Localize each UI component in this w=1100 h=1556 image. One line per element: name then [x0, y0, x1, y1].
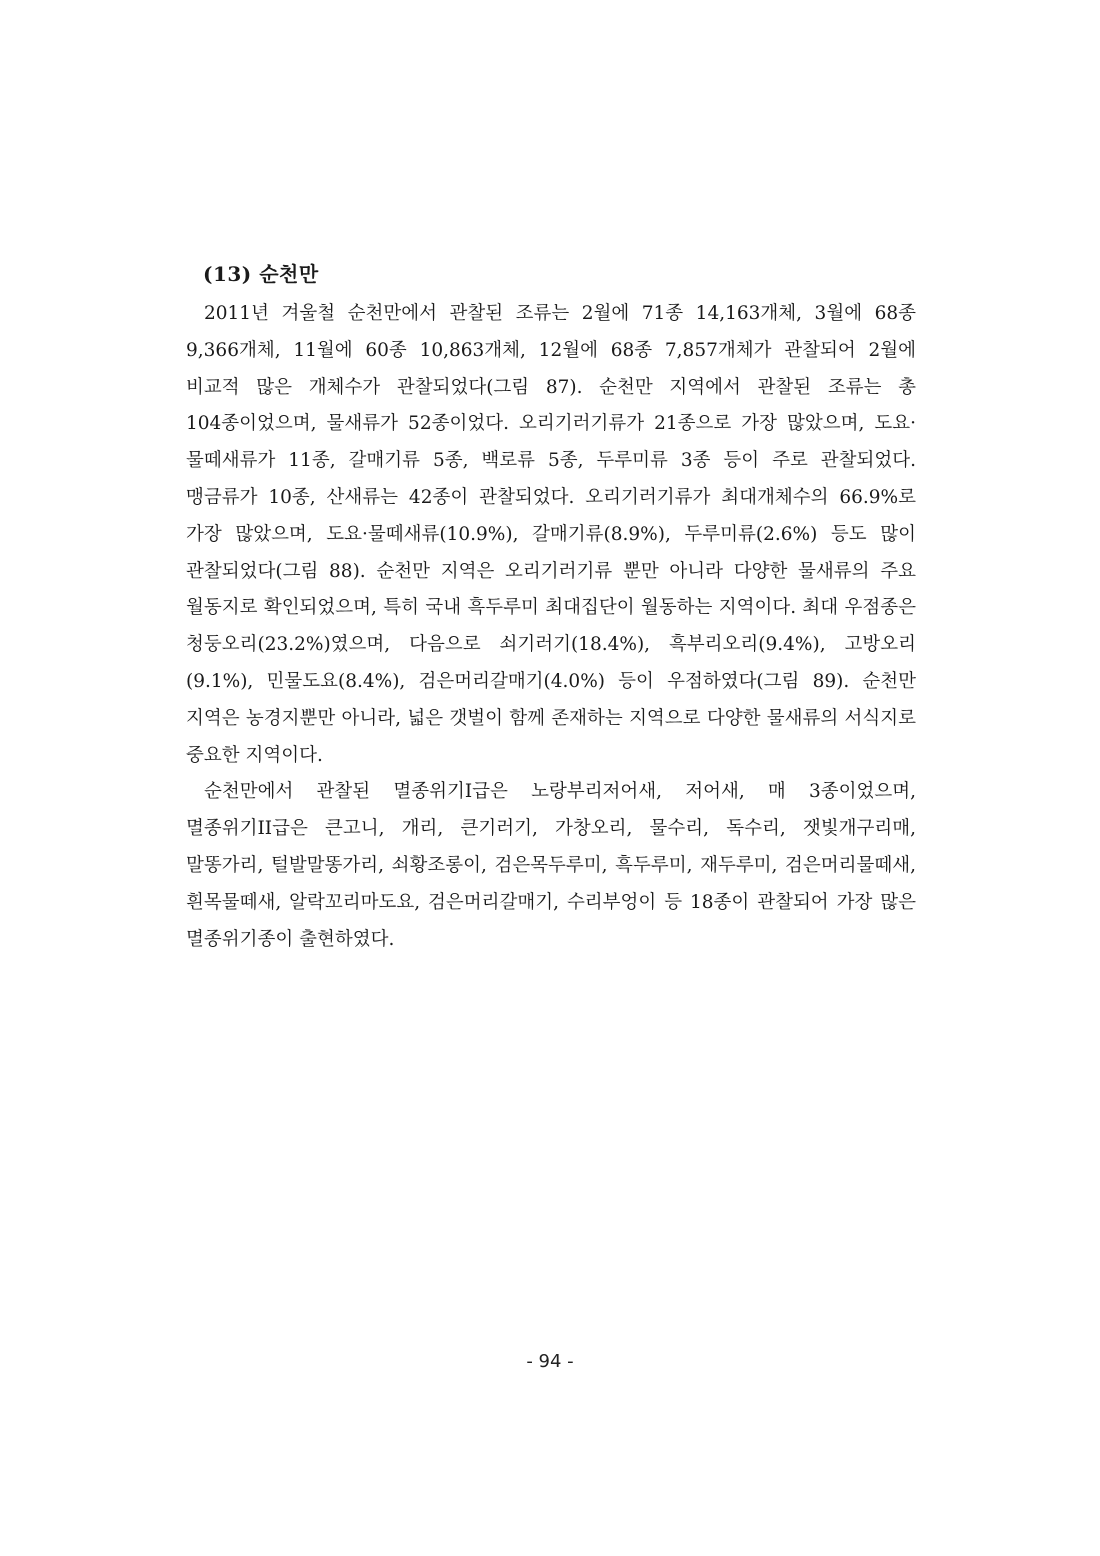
section-heading: (13) 순천만 [203, 262, 319, 286]
body-text [186, 296, 916, 958]
page-number: - 94 - [526, 1351, 574, 1372]
paragraph-endangered-species: 순천만에서 관찰된 멸종위기I급은 노랑부리저어새, 저어새, 매 3종이었으며, 멸종위기II급은 큰고니, 개리, 큰기러기, 가창오리, 물수리, 독수리, 잿빛개구리매, 말똥가리, 털발말똥가리, 쇠황조롱이, 검은목두루미, 흑두루미, 재두루미, 검은머리물떼새, 흰목물떼새, 알락꼬리마도요, 검은머리갈매기, 수리부엉이 등 18종이 관찰되어 가장 많은 멸종위기종이 출현하였다. [186, 781, 916, 950]
paragraph-observation-summary: 2011년 겨울철 순천만에서 관찰된 조류는 2월에 71종 14,163개체, 3월에 68종 9,366개체, 11월에 60종 10,863개체, 12월에 68종 7,857개체가 관찰되어 2월에 비교적 많은 개체수가 관찰되었다(그림 87). 순천만 지역에서 관찰된 조류는 총 104종이었으며, 물새류가 52종이었다. 오리기러기류가 21종으로 가장 많았으며, 도요·물떼새류가 11종, 갈매기류 5종, 백로류 5종, 두루미류 3종 등이 주로 관찰되었다. 맹금류가 10종, 산새류는 42종이 관찰되었다. 오리기러기류가 최대개체수의 66.9%로 가장 많았으며, 도요·물떼새류(10.9%), 갈매기류(8.9%), 두루미류(2.6%) 등도 많이 관찰되었다(그림 88). 순천만 지역은 오리기러기류 뿐만 아니라 다양한 물새류의 주요 월동지로 확인되었으며, 특히 국내 흑두루미 최대집단이 월동하는 지역이다. 최대 우점종은 청둥오리(23.2%)였으며, 다음으로 쇠기러기(18.4%), 흑부리오리(9.4%), 고방오리(9.1%), 민물도요(8.4%), 검은머리갈매기(4.0%) 등이 우점하였다(그림 89). 순천만 지역은 농경지뿐만 아니라, 넓은 갯벌이 함께 존재하는 지역으로 다양한 물새류의 서식지로 중요한 지역이다. [186, 303, 916, 766]
